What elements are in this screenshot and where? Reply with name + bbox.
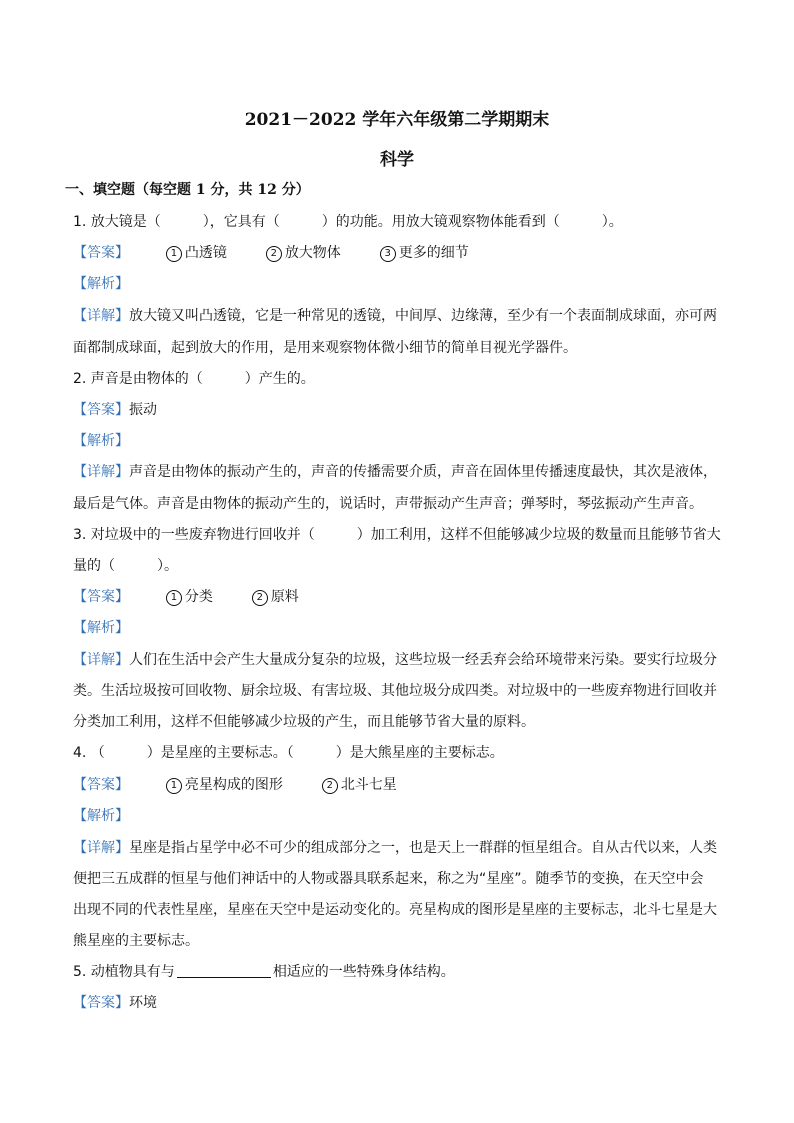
circled-number: 2 [252,590,268,606]
detail-2-line-2: 最后是气体。声音是由物体的振动产生的，说话时，声带振动产生声音；弹琴时，琴弦振动产生声音。 [73,496,703,512]
document-title: 2021－2022 学年六年级第二学期期末 [244,110,550,130]
answer-row-3: 【答案】 1 分类 2 原料 [73,589,299,605]
question-2: 2. 声音是由物体的（ ）产生的。 [73,371,315,387]
subject-title: 科学 [380,150,414,170]
answer-item: 1 亮星构成的图形 [166,775,283,795]
answer-item: 3 更多的细节 [380,243,469,263]
analysis-label: 【解析】 [73,433,129,449]
circled-number: 2 [322,778,338,794]
question-3-line-2: 量的（ ）。 [73,558,178,574]
answer-row-2: 【答案】振动 [73,402,157,418]
detail-3-line-2: 类。生活垃圾按可回收物、厨余垃圾、有害垃圾、其他垃圾分成四类。对垃圾中的一些废弃物进行回收并 [73,683,717,699]
detail-1-line-2: 面都制成球面，起到放大的作用，是用来观察物体微小细节的简单目视光学器件。 [73,340,577,356]
answer-label: 【答案】 [73,245,129,261]
fill-in-blank [177,963,271,978]
answer-item: 1 凸透镜 [166,243,227,263]
analysis-label: 【解析】 [73,276,129,292]
detail-4-line-3: 出现不同的代表性星座，星座在天空中是运动变化的。亮星构成的图形是星座的主要标志，北斗七星是大 [73,902,717,918]
circled-number: 3 [380,246,396,262]
answer-row-5: 【答案】环境 [73,995,157,1011]
answer-row-1 [73,243,723,263]
question-5: 5. 动植物具有与 相适应的一些特殊身体结构。 [73,964,455,980]
question-4: 4. （ ）是星座的主要标志。（ ）是大熊星座的主要标志。 [73,745,504,761]
analysis-label: 【解析】 [73,620,129,636]
question-3-line-1: 3. 对垃圾中的一些废弃物进行回收并（ ）加工利用，这样不但能够减少垃圾的数量而且能够节省大 [73,527,721,543]
detail-4-line-1: 【详解】星座是指占星学中必不可少的组成部分之一，也是天上一群群的恒星组合。自从古代以来，人类 [73,840,717,856]
detail-1-line-1: 【详解】放大镜又叫凸透镜，它是一种常见的透镜，中间厚、边缘薄，至少有一个表面制成球面，亦可两 [73,308,717,324]
section-heading: 一、填空题（每空题 1 分，共 12 分） [65,182,310,198]
detail-4-line-4: 熊星座的主要标志。 [73,933,199,949]
detail-2-line-1: 【详解】声音是由物体的振动产生的，声音的传播需要介质，声音在固体里传播速度最快，其次是液体， [73,464,717,480]
analysis-label: 【解析】 [73,808,129,824]
answer-item: 2 放大物体 [266,243,341,263]
circled-number: 1 [166,778,182,794]
detail-3-line-1: 【详解】人们在生活中会产生大量成分复杂的垃圾，这些垃圾一经丢弃会给环境带来污染。要实行垃圾分 [73,652,717,668]
answer-row-4: 【答案】 1 亮星构成的图形 2 北斗七星 [73,777,397,793]
answer-item: 2 北斗七星 [322,775,397,795]
circled-number: 2 [266,246,282,262]
answer-item: 2 原料 [252,587,299,607]
detail-3-line-3: 分类加工利用，这样不但能够减少垃圾的产生，而且能够节省大量的原料。 [73,714,535,730]
answer-item: 1 分类 [166,587,213,607]
detail-4-line-2: 便把三五成群的恒星与他们神话中的人物或器具联系起来，称之为“星座”。随季节的变换，在天空中会 [73,871,704,887]
circled-number: 1 [166,590,182,606]
question-1: 1. 放大镜是（ ），它具有（ ）的功能。用放大镜观察物体能看到（ ）。 [73,214,623,230]
circled-number: 1 [166,246,182,262]
